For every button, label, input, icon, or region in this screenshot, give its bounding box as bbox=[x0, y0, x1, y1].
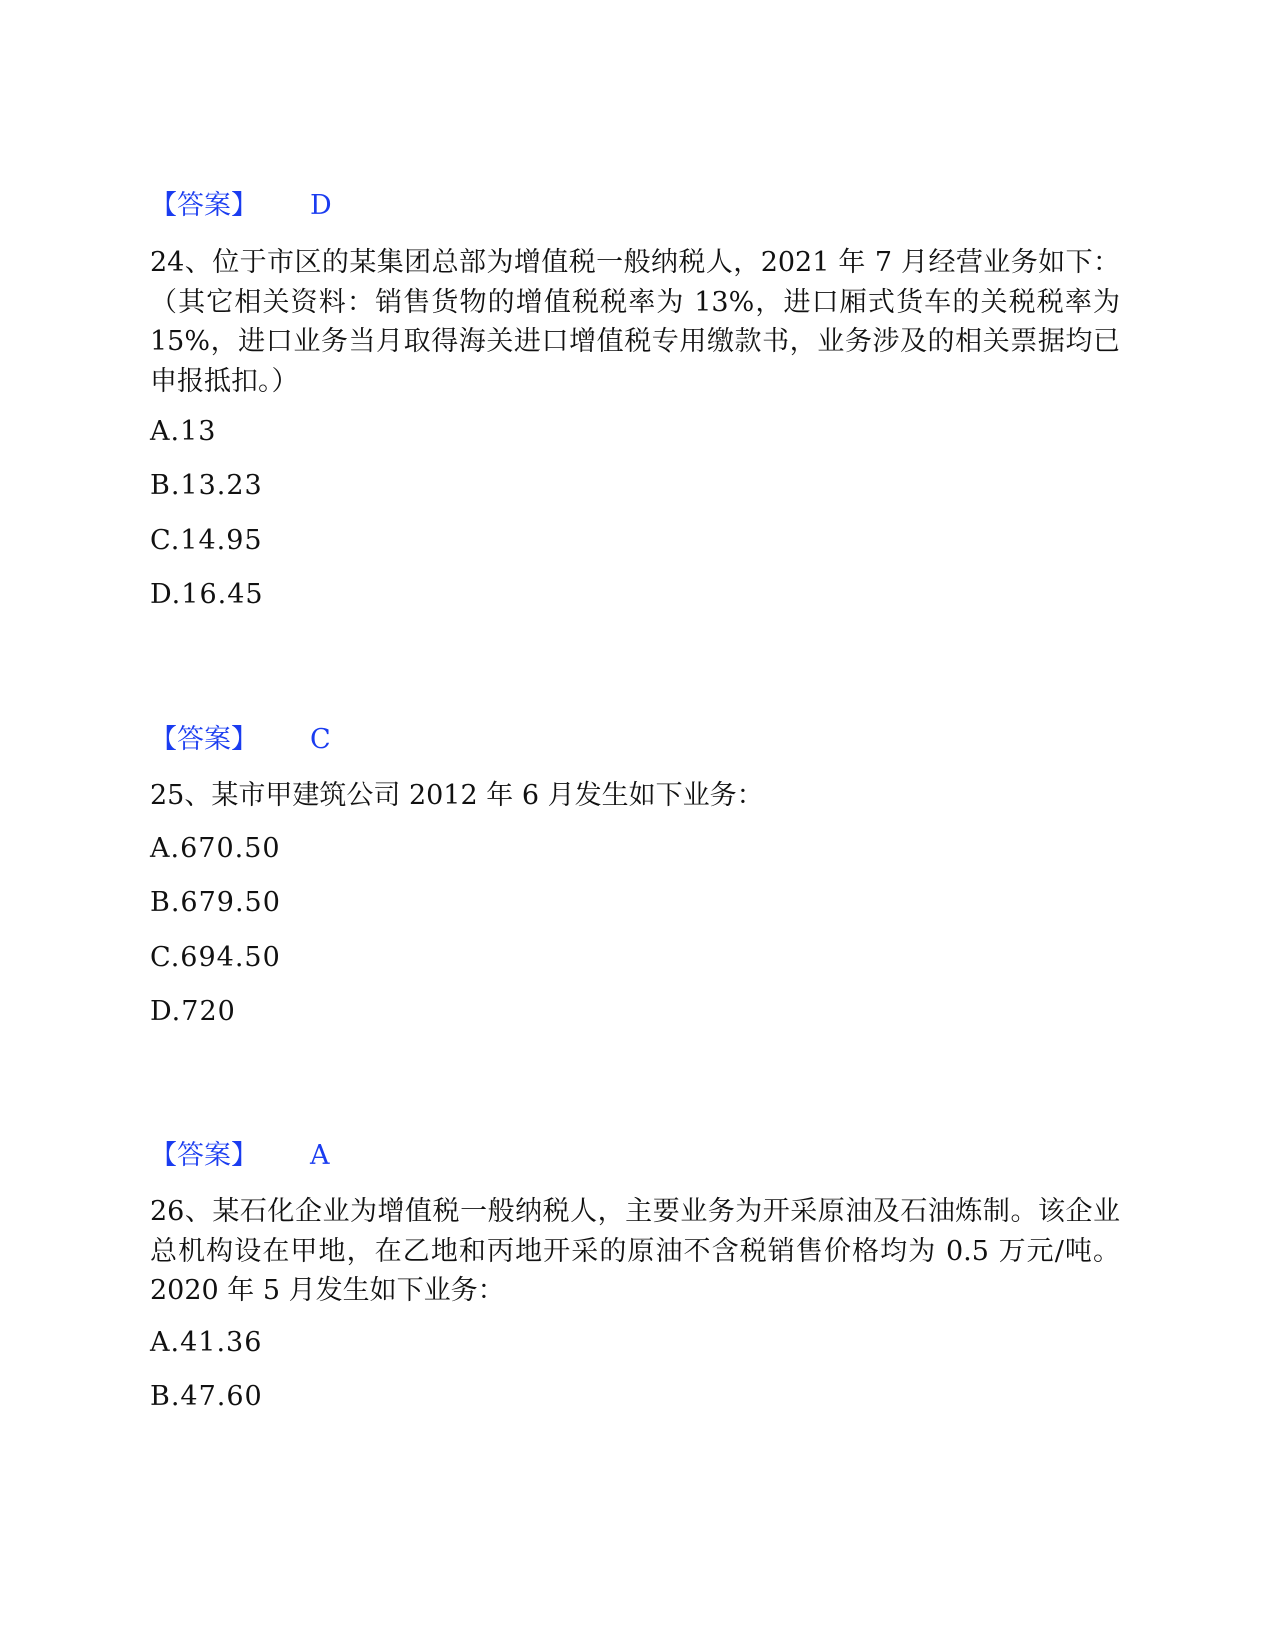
answer-line-25 bbox=[150, 1138, 330, 1174]
option-26-b: B.47.60 bbox=[150, 1381, 263, 1412]
option-25-d: D.720 bbox=[150, 996, 236, 1027]
answer-value: D bbox=[310, 190, 332, 221]
answer-line-24 bbox=[150, 722, 331, 758]
option-25-c: C.694.50 bbox=[150, 942, 281, 973]
option-24-b: B.13.23 bbox=[150, 470, 263, 501]
answer-value: A bbox=[310, 1140, 330, 1171]
answer-value: C bbox=[310, 724, 331, 755]
answer-label: 【答案】 bbox=[150, 190, 258, 221]
option-25-a: A.670.50 bbox=[150, 833, 281, 864]
answer-label: 【答案】 bbox=[150, 1140, 258, 1171]
question-24: 24、位于市区的某集团总部为增值税一般纳税人，2021 年 7 月经营业务如下：（其它相关资料：销售货物的增值税税率为 13%，进口厢式货车的关税税率为 15%，进口业务当月取得海关进口增值税专用缴款书，业务涉及的相关票据均已申报抵扣。） bbox=[150, 247, 1120, 397]
option-24-d: D.16.45 bbox=[150, 579, 264, 610]
option-24-a: A.13 bbox=[150, 416, 217, 447]
option-25-b: B.679.50 bbox=[150, 887, 281, 918]
question-25: 25、某市甲建筑公司 2012 年 6 月发生如下业务： bbox=[150, 780, 764, 811]
answer-line-23 bbox=[150, 188, 332, 224]
question-26: 26、某石化企业为增值税一般纳税人，主要业务为开采原油及石油炼制。该企业总机构设在甲地，在乙地和丙地开采的原油不含税销售价格均为 0.5 万元/吨。2020 年 5 月发生如下业务： bbox=[150, 1196, 1120, 1306]
answer-label: 【答案】 bbox=[150, 724, 258, 755]
option-24-c: C.14.95 bbox=[150, 525, 263, 556]
option-26-a: A.41.36 bbox=[150, 1327, 263, 1358]
